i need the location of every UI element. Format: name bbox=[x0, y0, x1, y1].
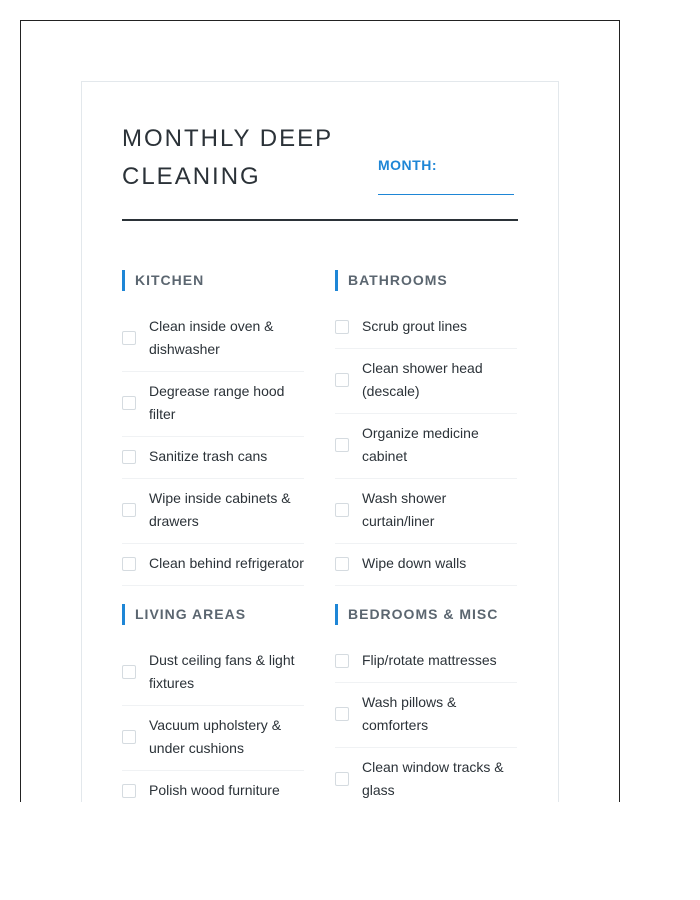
section-heading: BEDROOMS & MISC bbox=[335, 604, 517, 625]
section-kitchen bbox=[122, 270, 304, 586]
section-heading: KITCHEN bbox=[122, 270, 304, 291]
checkbox[interactable] bbox=[122, 503, 136, 517]
page-frame bbox=[20, 20, 620, 802]
checklist-item[interactable] bbox=[122, 771, 304, 802]
checkbox[interactable] bbox=[122, 396, 136, 410]
checkbox[interactable] bbox=[335, 320, 349, 334]
checkbox[interactable] bbox=[335, 557, 349, 571]
checklist-item[interactable] bbox=[335, 307, 517, 349]
checkbox[interactable] bbox=[122, 665, 136, 679]
checklist-item[interactable] bbox=[335, 544, 517, 586]
checkbox[interactable] bbox=[335, 707, 349, 721]
section-living-areas bbox=[122, 604, 304, 802]
checklist-item[interactable] bbox=[335, 683, 517, 748]
item-label: Clean shower head (descale) bbox=[362, 360, 483, 399]
checklist-item[interactable] bbox=[335, 414, 517, 479]
checklist-item[interactable] bbox=[335, 479, 517, 544]
page-title bbox=[122, 120, 362, 196]
item-label: Wash pillows & comforters bbox=[362, 694, 457, 733]
item-label: Flip/rotate mattresses bbox=[362, 652, 497, 668]
checkbox[interactable] bbox=[335, 654, 349, 668]
checklist-card bbox=[81, 81, 559, 802]
item-label: Clean inside oven & dishwasher bbox=[149, 318, 274, 357]
checklist-item[interactable] bbox=[335, 641, 517, 683]
checkbox[interactable] bbox=[335, 772, 349, 786]
month-label: MONTH: bbox=[378, 157, 437, 173]
checklist-item[interactable] bbox=[122, 479, 304, 544]
item-label: Degrease range hood filter bbox=[149, 383, 285, 422]
item-label: Clean window tracks & glass bbox=[362, 759, 504, 798]
item-label: Wipe down walls bbox=[362, 555, 467, 571]
item-label: Dust ceiling fans & light fixtures bbox=[149, 652, 295, 691]
section-bedrooms-misc bbox=[335, 604, 517, 802]
checklist-item[interactable] bbox=[122, 372, 304, 437]
checklist-item[interactable] bbox=[335, 349, 517, 414]
item-label: Wipe inside cabinets & drawers bbox=[149, 490, 291, 529]
checkbox[interactable] bbox=[122, 450, 136, 464]
title-line-2: CLEANING bbox=[122, 163, 261, 190]
item-label: Vacuum upholstery & under cushions bbox=[149, 717, 282, 756]
left-column bbox=[122, 270, 304, 802]
right-column bbox=[335, 270, 517, 802]
item-label: Organize medicine cabinet bbox=[362, 425, 479, 464]
section-bathrooms bbox=[335, 270, 517, 586]
checklist-item[interactable] bbox=[122, 544, 304, 586]
checkbox[interactable] bbox=[335, 503, 349, 517]
checklist-item[interactable] bbox=[335, 748, 517, 802]
month-input-line[interactable] bbox=[378, 194, 514, 195]
checklist-item[interactable] bbox=[122, 307, 304, 372]
checklist-item[interactable] bbox=[122, 437, 304, 479]
item-label: Clean behind refrigerator bbox=[149, 555, 304, 571]
checkbox[interactable] bbox=[122, 331, 136, 345]
item-label: Sanitize trash cans bbox=[149, 448, 268, 464]
checkbox[interactable] bbox=[122, 557, 136, 571]
checkbox[interactable] bbox=[122, 730, 136, 744]
checkbox[interactable] bbox=[122, 784, 136, 798]
checklist-item[interactable] bbox=[122, 641, 304, 706]
title-line-1: MONTHLY DEEP bbox=[122, 125, 334, 152]
checklist-item[interactable] bbox=[122, 706, 304, 771]
item-label: Wash shower curtain/liner bbox=[362, 490, 447, 529]
item-label: Polish wood furniture bbox=[149, 782, 280, 798]
checkbox[interactable] bbox=[335, 438, 349, 452]
item-label: Scrub grout lines bbox=[362, 318, 468, 334]
section-heading: BATHROOMS bbox=[335, 270, 517, 291]
section-heading: LIVING AREAS bbox=[122, 604, 304, 625]
header-divider bbox=[122, 219, 518, 221]
checkbox[interactable] bbox=[335, 373, 349, 387]
